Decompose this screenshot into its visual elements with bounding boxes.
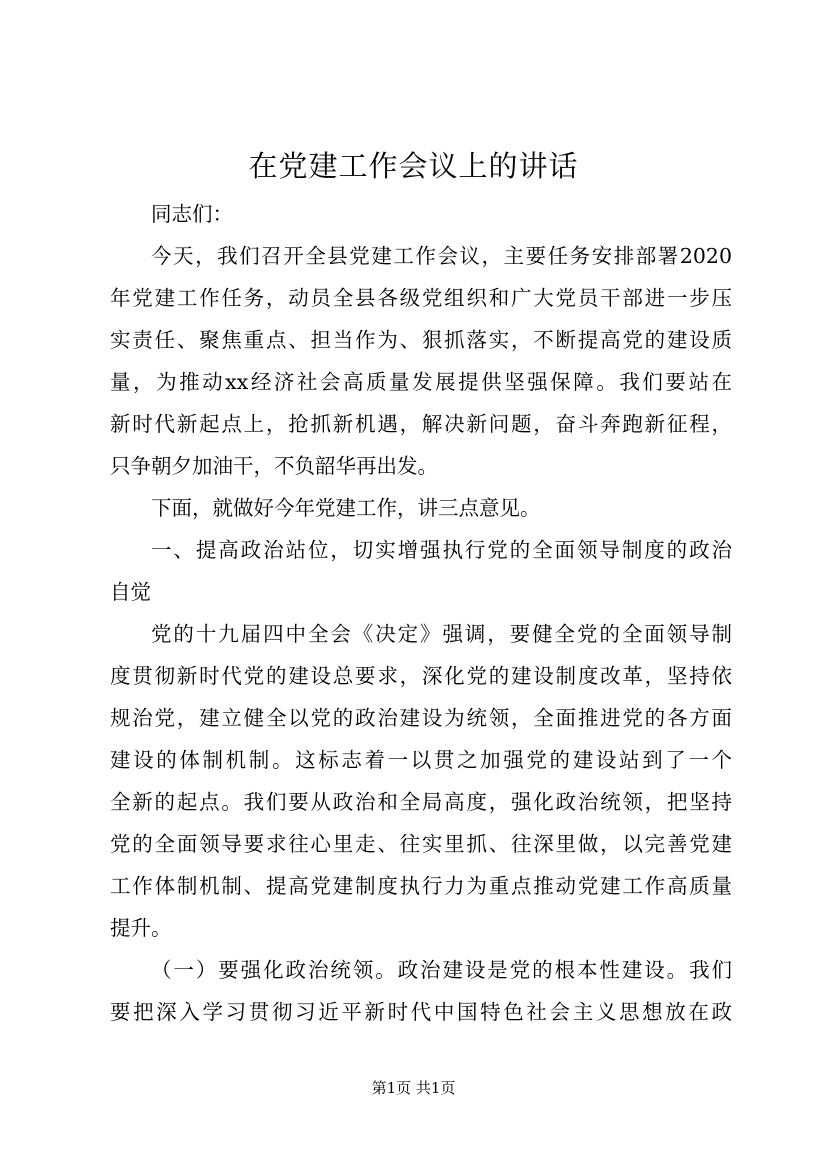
paragraph-line: 全新的起点。我们要从政治和全局高度，强化政治统领，把坚持	[110, 790, 732, 814]
paragraph-line: 党的全面领导要求往心里走、往实里抓、往深里做，以完善党建	[110, 832, 732, 856]
subsection-line: （一）要强化政治统领。政治建设是党的根本性建设。我们	[151, 958, 732, 982]
paragraph-line: 党的十九届四中全会《决定》强调，要健全党的全面领导制	[151, 622, 732, 646]
paragraph-line: 实责任、聚焦重点、担当作为、狠抓落实，不断提高党的建设质	[110, 328, 732, 352]
paragraph-line: 工作体制机制、提高党建制度执行力为重点推动党建工作高质量	[110, 874, 732, 898]
paragraph-line: 度贯彻新时代党的建设总要求，深化党的建设制度改革，坚持依	[110, 664, 732, 688]
section-heading: 自觉	[110, 580, 151, 604]
paragraph-line: 量，为推动xx经济社会高质量发展提供坚强保障。我们要站在	[110, 370, 732, 394]
salutation: 同志们：	[151, 202, 233, 226]
paragraph-line: 要把深入学习贯彻习近平新时代中国特色社会主义思想放在政	[110, 1000, 732, 1024]
paragraph-line: 规治党，建立健全以党的政治建设为统领，全面推进党的各方面	[110, 706, 732, 730]
paragraph-line: 年党建工作任务，动员全县各级党组织和广大党员干部进一步压	[110, 286, 732, 310]
paragraph-line: 只争朝夕加油干，不负韶华再出发。	[110, 454, 438, 478]
paragraph-line: 下面，就做好今年党建工作，讲三点意见。	[151, 496, 541, 520]
paragraph-line: 新时代新起点上，抢抓新机遇，解决新问题，奋斗奔跑新征程，	[110, 412, 732, 436]
paragraph-line: 提升。	[110, 916, 172, 940]
page-footer: 第1页 共1页	[371, 1079, 456, 1097]
paragraph-line: 建设的体制机制。这标志着一以贯之加强党的建设站到了一个	[110, 748, 732, 772]
section-heading: 一、提高政治站位，切实增强执行党的全面领导制度的政治	[151, 538, 732, 562]
paragraph-line: 今天，我们召开全县党建工作会议，主要任务安排部署2020	[151, 244, 732, 268]
document-title: 在党建工作会议上的讲话	[248, 149, 579, 183]
